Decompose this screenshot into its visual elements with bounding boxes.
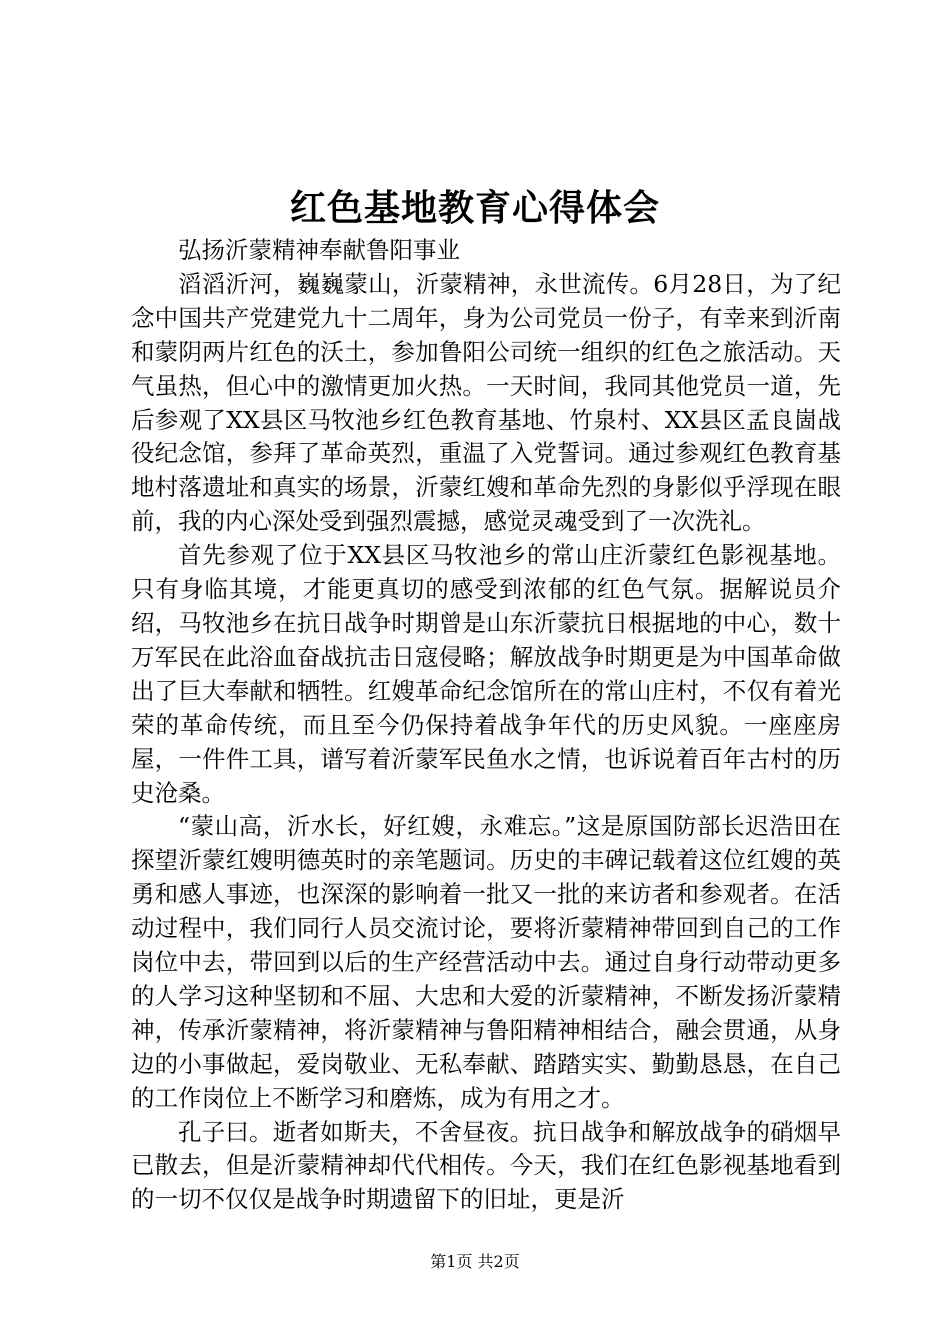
subtitle-paragraph: 弘扬沂蒙精神奉献鲁阳事业 [178,236,460,264]
document-body [131,234,841,1217]
body-paragraph: 孔子曰。逝者如斯夫，不舍昼夜。抗日战争和解放战争的硝烟早已散去，但是沂蒙精神却代代相传。今天，我们在红色影视基地看到的一切不仅仅是战争时期遗留下的旧址，更是沂 [131,1117,841,1214]
body-paragraph: “蒙山高，沂水长，好红嫂，永难忘。”这是原国防部长迟浩田在探望沂蒙红嫂明德英时的亲笔题词。历史的丰碑记载着这位红嫂的英勇和感人事迹，也深深的影响着一批又一批的来访者和参观者。在活动过程中，我们同行人员交流讨论，要将沂蒙精神带回到自己的工作岗位中去，带回到以后的生产经营活动中去。通过自身行动带动更多的人学习这种坚韧和不屈、大忠和大爱的沂蒙精神，不断发扬沂蒙精神，传承沂蒙精神，将沂蒙精神与鲁阳精神相结合，融会贯通，从身边的小事做起，爱岗敬业、无私奉献、踏踏实实、勤勤恳恳，在自己的工作岗位上不断学习和磨炼，成为有用之才。 [131,812,841,1112]
body-paragraph: 首先参观了位于XX县区马牧池乡的常山庄沂蒙红色影视基地。只有身临其境，才能更真切的感受到浓郁的红色气氛。据解说员介绍，马牧池乡在抗日战争时期曾是山东沂蒙抗日根据地的中心，数十万军民在此浴血奋战抗击日寇侵略；解放战争时期更是为中国革命做出了巨大奉献和牺牲。红嫂革命纪念馆所在的常山庄村，不仅有着光荣的革命传统，而且至今仍保持着战争年代的历史风貌。一座座房屋，一件件工具，谱写着沂蒙军民鱼水之情，也诉说着百年古村的历史沧桑。 [131,541,841,807]
page-footer: 第1页 共2页 [430,1252,520,1271]
document-title: 红色基地教育心得体会 [289,187,660,229]
body-paragraph: 滔滔沂河，巍巍蒙山，沂蒙精神，永世流传。6月28日，为了纪念中国共产党建党九十二周年，身为公司党员一份子，有幸来到沂南和蒙阴两片红色的沃土，参加鲁阳公司统一组织的红色之旅活动。天气虽热，但心中的激情更加火热。一天时间，我同其他党员一道，先后参观了XX县区马牧池乡红色教育基地、竹泉村、XX县区孟良崮战役纪念馆，参拜了革命英烈，重温了入党誓词。通过参观红色教育基地村落遗址和真实的场景，沂蒙红嫂和革命先烈的身影似乎浮现在眼前，我的内心深处受到强烈震撼，感觉灵魂受到了一次洗礼。 [131,269,841,536]
